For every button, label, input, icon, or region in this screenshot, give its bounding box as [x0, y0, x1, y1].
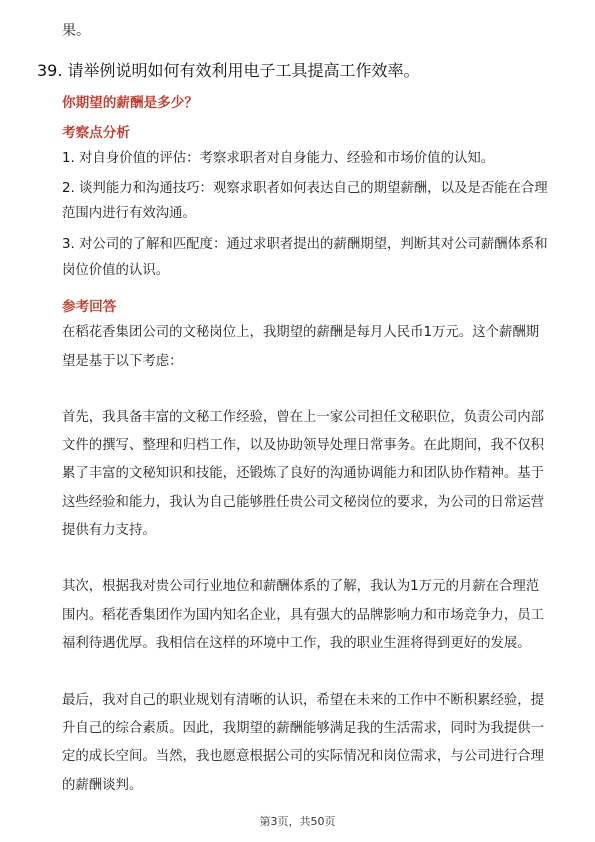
answer-intro-line: 在稻花香集团公司的文秘岗位上，我期望的薪酬是每月人民币1万元。这个薪酬期 [62, 325, 540, 340]
question-text: 请举例说明如何有效利用电子工具提高工作效率。 [67, 61, 420, 80]
analysis-line: 岗位价值的认识。 [62, 263, 170, 278]
question-title [37, 60, 420, 82]
paragraph-line: 累了丰富的文秘知识和技能，还锻炼了良好的沟通协调能力和团队协作精神。基于 [62, 466, 545, 481]
paragraph-line: 围内。稻花香集团作为国内知名企业，具有强大的品牌影响力和市场竞争力，员工 [62, 608, 545, 623]
paragraph-line: 这些经验和能力，我认为自己能够胜任贵公司文秘岗位的要求，为公司的日常运营 [62, 495, 545, 510]
sub-question-heading: 你期望的薪酬是多少？ [62, 95, 198, 111]
analysis-line: 1. 对自身价值的评估：考察求职者对自身能力、经验和市场价值的认知。 [62, 151, 495, 166]
answer-heading: 参考回答 [62, 299, 117, 315]
analysis-line: 范围内进行有效沟通。 [62, 206, 196, 221]
paragraph-line: 福利待遇优厚。我相信在这样的环境中工作，我的职业生涯将得到更好的发展。 [62, 636, 531, 651]
analysis-heading: 考察点分析 [62, 125, 130, 141]
paragraph-line: 的薪酬谈判。 [62, 778, 143, 793]
paragraph-line: 文件的撰写、整理和归档工作，以及协助领导处理日常事务。在此期间，我不仅积 [62, 438, 545, 453]
question-number: 39. [37, 61, 63, 80]
paragraph-line: 升自己的综合素质。因此，我期望的薪酬能够满足我的生活需求，同时为我提供一 [62, 721, 545, 736]
continuation-text: 果。 [62, 23, 90, 39]
paragraph-line: 提供有力支持。 [62, 523, 156, 538]
analysis-line: 2. 谈判能力和沟通技巧：观察求职者如何表达自己的期望薪酬，以及是否能在合理 [62, 181, 548, 196]
paragraph-line: 其次，根据我对贵公司行业地位和薪酬体系的了解，我认为1万元的月薪在合理范 [62, 579, 540, 594]
paragraph-line: 首先，我具备丰富的文秘工作经验，曾在上一家公司担任文秘职位，负责公司内部 [62, 410, 545, 425]
page-number-footer: 第3页，共50页 [259, 815, 336, 828]
paragraph-line: 最后，我对自己的职业规划有清晰的认识，希望在未来的工作中不断积累经验，提 [62, 693, 545, 708]
paragraph-line: 定的成长空间。当然，我也愿意根据公司的实际情况和岗位需求，与公司进行合理 [62, 749, 545, 764]
answer-intro-line: 望是基于以下考虑： [62, 354, 183, 369]
analysis-line: 3. 对公司的了解和匹配度：通过求职者提出的薪酬期望，判断其对公司薪酬体系和 [62, 237, 548, 252]
